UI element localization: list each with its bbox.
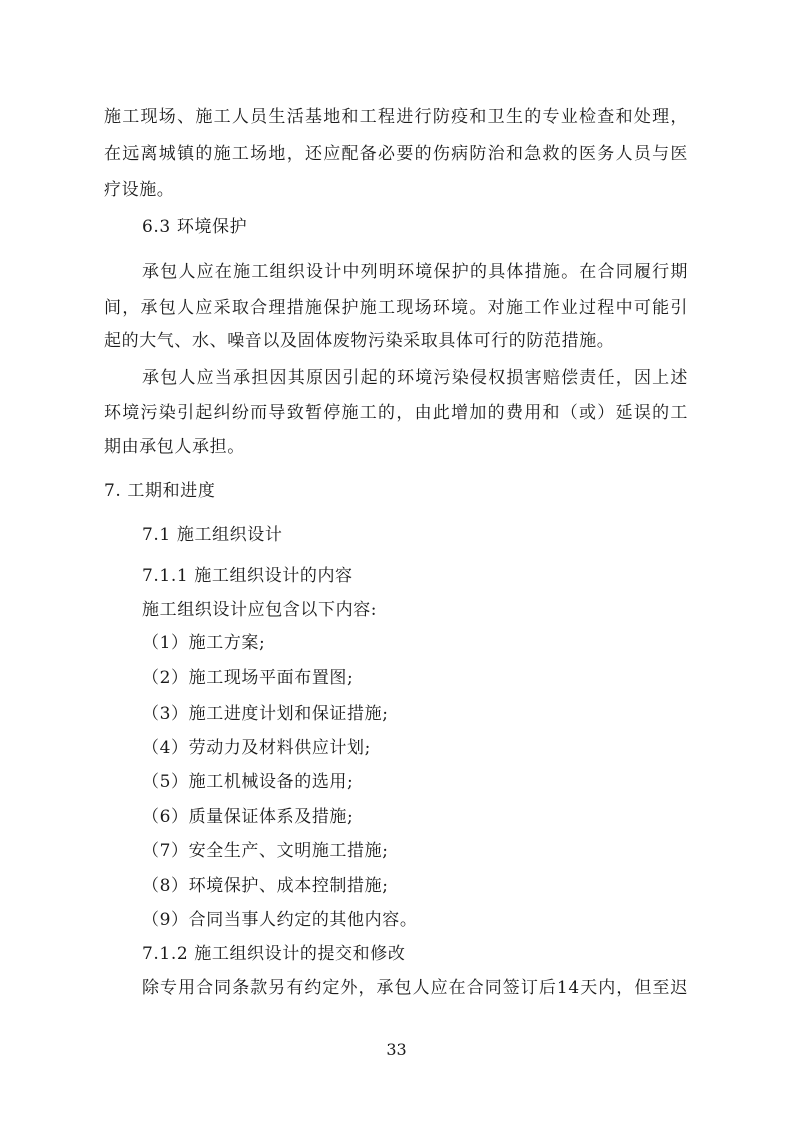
section-heading-6-3: 6.3 环境保护 bbox=[142, 217, 248, 237]
list-item: （3）施工进度计划和保证措施; bbox=[142, 704, 389, 724]
paragraph-line: 间，承包人应采取合理措施保护施工现场环境。对施工作业过程中可能引 bbox=[104, 298, 688, 318]
paragraph-line: 承包人应在施工组织设计中列明环境保护的具体措施。在合同履行期 bbox=[142, 262, 688, 282]
list-item: （4）劳动力及材料供应计划; bbox=[142, 738, 371, 758]
paragraph-line: 除专用合同条款另有约定外，承包人应在合同签订后14天内，但至迟 bbox=[142, 978, 688, 998]
intro-text: 施工组织设计应包含以下内容: bbox=[142, 600, 378, 620]
list-item: （8）环境保护、成本控制措施; bbox=[142, 876, 389, 896]
paragraph-line: 起的大气、水、噪音以及固体废物污染采取具体可行的防范措施。 bbox=[104, 331, 615, 351]
paragraph-line: 施工现场、施工人员生活基地和工程进行防疫和卫生的专业检查和处理， bbox=[104, 107, 688, 127]
page-number: 33 bbox=[386, 1040, 407, 1059]
paragraph-line: 期由承包人承担。 bbox=[104, 437, 245, 457]
section-heading-7-1: 7.1 施工组织设计 bbox=[142, 525, 283, 545]
paragraph-line: 环境污染引起纠纷而导致暂停施工的，由此增加的费用和（或）延误的工 bbox=[104, 403, 688, 423]
list-item: （5）施工机械设备的选用; bbox=[142, 772, 354, 792]
paragraph-line: 在远离城镇的施工场地，还应配备必要的伤病防治和急救的医务人员与医 bbox=[104, 144, 688, 164]
section-heading-7-1-2: 7.1.2 施工组织设计的提交和修改 bbox=[142, 944, 406, 964]
section-heading-7-1-1: 7.1.1 施工组织设计的内容 bbox=[142, 566, 353, 586]
list-item: （6）质量保证体系及措施; bbox=[142, 807, 354, 827]
paragraph-line: 疗设施。 bbox=[104, 180, 175, 200]
list-item: （2）施工现场平面布置图; bbox=[142, 668, 354, 688]
list-item: （1）施工方案; bbox=[142, 633, 266, 653]
list-item: （7）安全生产、文明施工措施; bbox=[142, 841, 389, 861]
paragraph-line: 承包人应当承担因其原因引起的环境污染侵权损害赔偿责任，因上述 bbox=[142, 368, 688, 388]
section-heading-7: 7. 工期和进度 bbox=[104, 481, 216, 501]
list-item: （9）合同当事人约定的其他内容。 bbox=[142, 910, 418, 930]
